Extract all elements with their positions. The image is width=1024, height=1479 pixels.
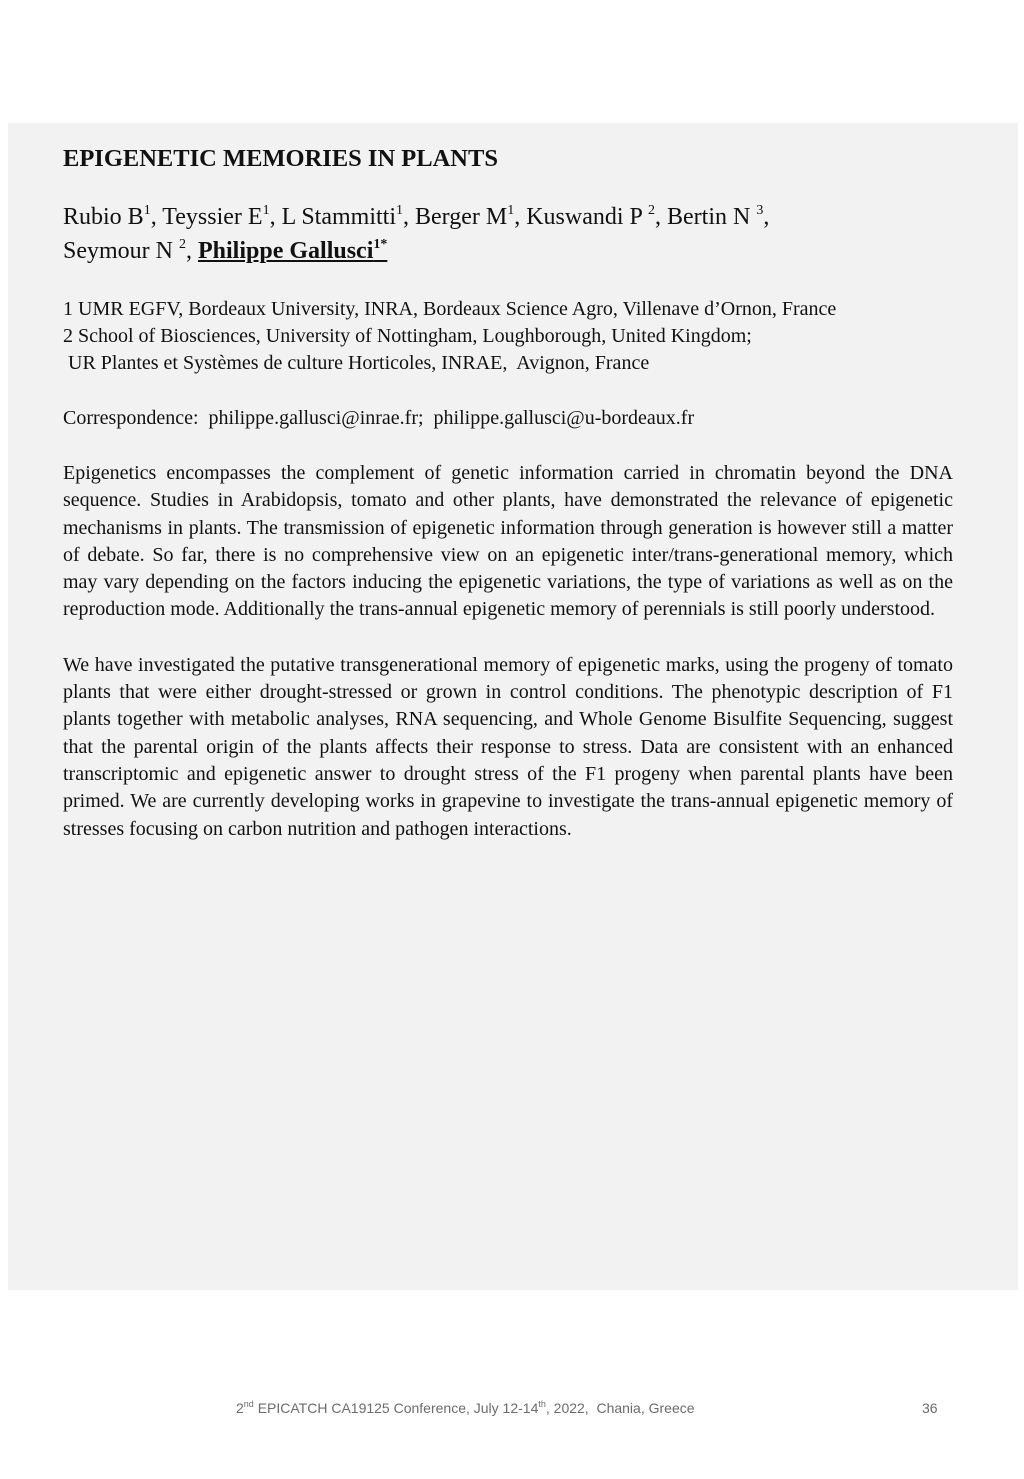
abstract-paragraph-2: We have investigated the putative transgenerational memory of epigenetic marks, using the progeny of tomato plants that were either drought-stressed or grown in control conditions. The phenotypic description of F1 plants together with metabolic analyses, RNA sequencing, and Whole Genome Bisulfite Sequencing, suggest that the parental origin of the plants affects their response to stress. Data are consistent with an enhanced transcriptomic and epigenetic answer to drought stress of the F1 progeny when parental plants have been primed. We are currently developing works in grapevine to investigate the trans-annual epigenetic memory of stresses focusing on carbon nutrition and pathogen interactions. bbox=[63, 653, 953, 840]
author-name: L Stammitti bbox=[281, 204, 397, 230]
footer-ordinal: 2 bbox=[236, 1400, 244, 1416]
affiliation-2: 2 School of Biosciences, University of Nottingham, Loughborough, United Kingdom; bbox=[63, 325, 752, 347]
author-name: Berger M bbox=[415, 204, 508, 230]
author-affiliation-mark: 1 bbox=[396, 203, 404, 218]
corresponding-author bbox=[198, 238, 387, 264]
page-number: 36 bbox=[922, 1400, 938, 1416]
author-name: Bertin N bbox=[667, 204, 757, 230]
author-separator: , bbox=[150, 204, 163, 230]
author-affiliation-mark: 3 bbox=[756, 203, 764, 218]
corresponding-author-mark: 1* bbox=[373, 237, 388, 252]
author-name: Seymour N bbox=[63, 238, 179, 264]
affiliation-3: UR Plantes et Systèmes de culture Horticoles, INRAE, Avignon, France bbox=[63, 352, 650, 374]
correspondence-line bbox=[63, 405, 953, 432]
corresponding-author-name: Philippe Gallusci bbox=[198, 238, 374, 264]
author-separator: , bbox=[186, 238, 198, 264]
author-affiliation-mark: 1 bbox=[262, 203, 270, 218]
author-name: Rubio B bbox=[63, 204, 144, 230]
correspondence-label: Correspondence: bbox=[63, 407, 199, 429]
author-name: Teyssier E bbox=[162, 204, 263, 230]
author-affiliation-mark: 2 bbox=[648, 203, 655, 218]
conference-footer bbox=[236, 1400, 695, 1416]
author-separator: , bbox=[514, 204, 527, 230]
author-separator: , bbox=[655, 204, 667, 230]
author-separator: , bbox=[403, 204, 416, 230]
author-affiliation-mark: 1 bbox=[507, 203, 515, 218]
author-separator: , bbox=[763, 204, 770, 230]
footer-date-suffix: th bbox=[538, 1399, 546, 1409]
footer-conference-name: EPICATCH CA19125 Conference, July 12-14 bbox=[253, 1400, 539, 1416]
author-name: Kuswandi P bbox=[526, 204, 648, 230]
abstract-title: EPIGENETIC MEMORIES IN PLANTS bbox=[63, 145, 498, 172]
correspondence-emails: philippe.gallusci@inrae.fr; philippe.gallusci@u-bordeaux.fr bbox=[208, 407, 695, 429]
author-separator: , bbox=[269, 204, 282, 230]
affiliation-list bbox=[63, 296, 953, 377]
abstract-content bbox=[63, 140, 953, 843]
affiliation-1: 1 UMR EGFV, Bordeaux University, INRA, Bordeaux Science Agro, Villenave d’Ornon, France bbox=[63, 298, 837, 320]
abstract-paragraph-1: Epigenetics encompasses the complement of genetic information carried in chromatin beyond the DNA sequence. Studies in Arabidopsis, tomato and other plants, have demonstrated the relevance of epigenetic mechanisms in plants. The transmission of epigenetic information through generation is however still a matter of debate. So far, there is no comprehensive view on an epigenetic inter/trans-generational memory, which may vary depending on the factors inducing the epigenetic variations, the type of variations as well as on the reproduction mode. Additionally the trans-annual epigenetic memory of perennials is still poorly understood. bbox=[63, 462, 953, 621]
author-affiliation-mark: 1 bbox=[143, 203, 151, 218]
author-list bbox=[63, 200, 953, 268]
footer-ordinal-suffix: nd bbox=[243, 1399, 254, 1409]
footer-location: , 2022, Chania, Greece bbox=[545, 1400, 695, 1416]
author-affiliation-mark: 2 bbox=[179, 237, 186, 252]
